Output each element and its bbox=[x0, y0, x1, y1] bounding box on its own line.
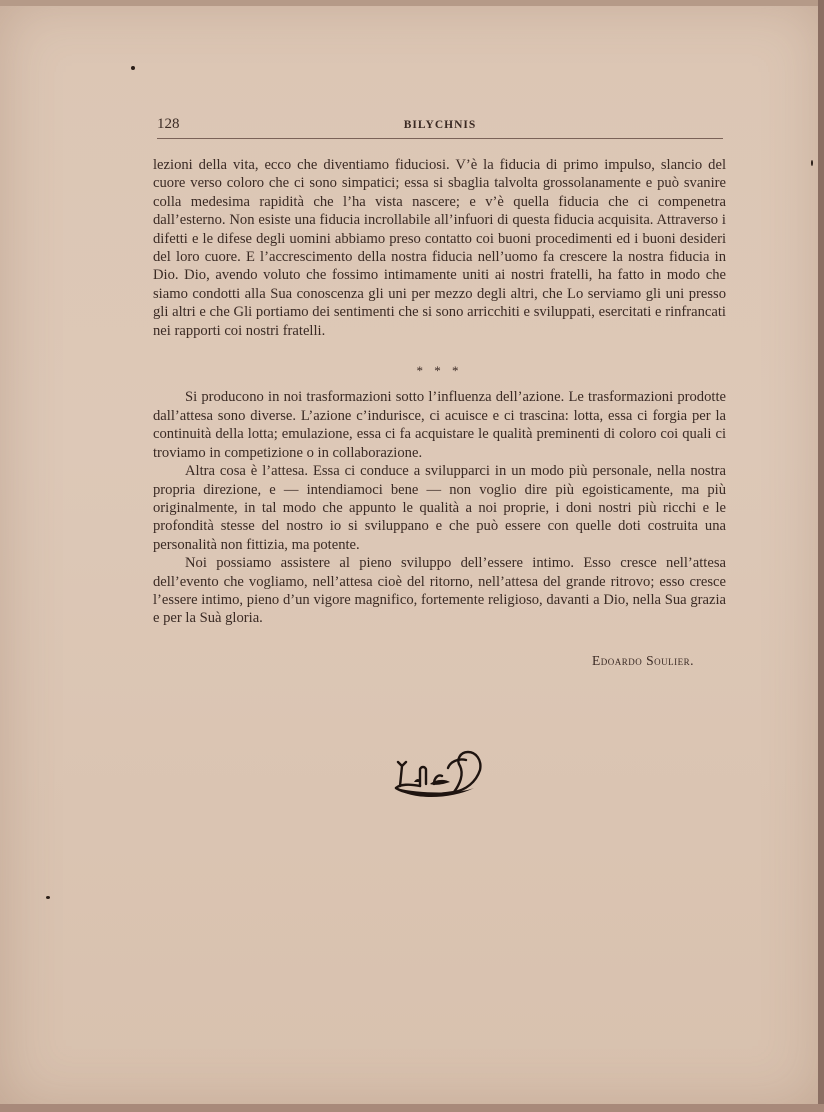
ink-speck bbox=[131, 66, 135, 70]
paragraph-4: Noi possiamo assistere al pieno sviluppo dell’essere intimo. Esso cresce nell’attesa dell’evento che vogliamo, nell’attesa cioè del ritorno, nell’attesa del grande ritrovo; esso cresce l’essere intimo, pieno d’un vigore magnifico, fortemente religioso, davanti a Dio, nella Sua grazia e per la Suà gloria. bbox=[153, 555, 726, 627]
page-right-edge bbox=[818, 0, 824, 1112]
article-body bbox=[153, 156, 726, 628]
page-top-edge bbox=[0, 0, 824, 6]
oil-lamp-icon bbox=[390, 744, 486, 804]
page-bottom-edge bbox=[0, 1104, 824, 1112]
author-signature: Edoardo Soulier. bbox=[592, 653, 694, 668]
page-number: 128 bbox=[157, 116, 180, 132]
paragraph-2: Si producono in noi trasformazioni sotto l’influenza dell’azione. Le trasformazioni prodotte dall’attesa sono diverse. L’azione c’indurisce, ci acuisce e ci trascina: lotta, essa ci forgia per la continuità della lotta; emulazione, essa ci fa acquistare le qualità preminenti di coloro coi quali ci troviamo in competizione o in collaborazione. bbox=[153, 389, 726, 461]
ink-speck bbox=[811, 160, 813, 166]
paragraph-1: lezioni della vita, ecco che diventiamo fiduciosi. V’è la fiducia di primo impulso, slancio del cuore verso coloro che ci sono simpatici; essa si sbaglia talvolta grossolanamente e può svanire colla medesima rapidità che l’ha vista nascere; e v’è quella fiducia che ci compenetra dall’esterno. Non esiste una fiducia incrollabile all’infuori di questa fiducia acquisita. Attraverso i difetti e le difese degli uomini abbiamo preso contatto coi buoni procedimenti ed i buoni desideri del loro cuore. E l’accrescimento della nostra fiducia nell’uomo fa crescere la nostra fiducia in Dio. Dio, avendo voluto che fossimo intimamente uniti ai nostri fratelli, ha fatto in modo che siamo condotti alla Sua conoscenza gli uni per mezzo degli altri, che Lo serviamo gli uni presso gli altri e che Gli portiamo dei sentimenti che si sono arricchiti e sviluppati, esercitati e rinfrancati nei rapporti coi nostri fratelli. bbox=[153, 157, 726, 339]
paragraph-3: Altra cosa è l’attesa. Essa ci conduce a svilupparci in un modo più personale, nella nostra propria direzione, e — intendiamoci bene — non voglio dire più egoisticamente, ma più originalmente, in tal modo che appunto le qualità a noi proprie, i doni nostri più ricchi e le profondità stesse del nostro io si sviluppano e che può essere con quelle doti costruita una personalità non fittizia, ma potente. bbox=[153, 463, 726, 553]
ink-speck bbox=[46, 896, 50, 899]
section-separator: * * * bbox=[416, 363, 463, 379]
running-head bbox=[157, 116, 723, 139]
journal-title: BILYCHNIS bbox=[403, 119, 477, 131]
